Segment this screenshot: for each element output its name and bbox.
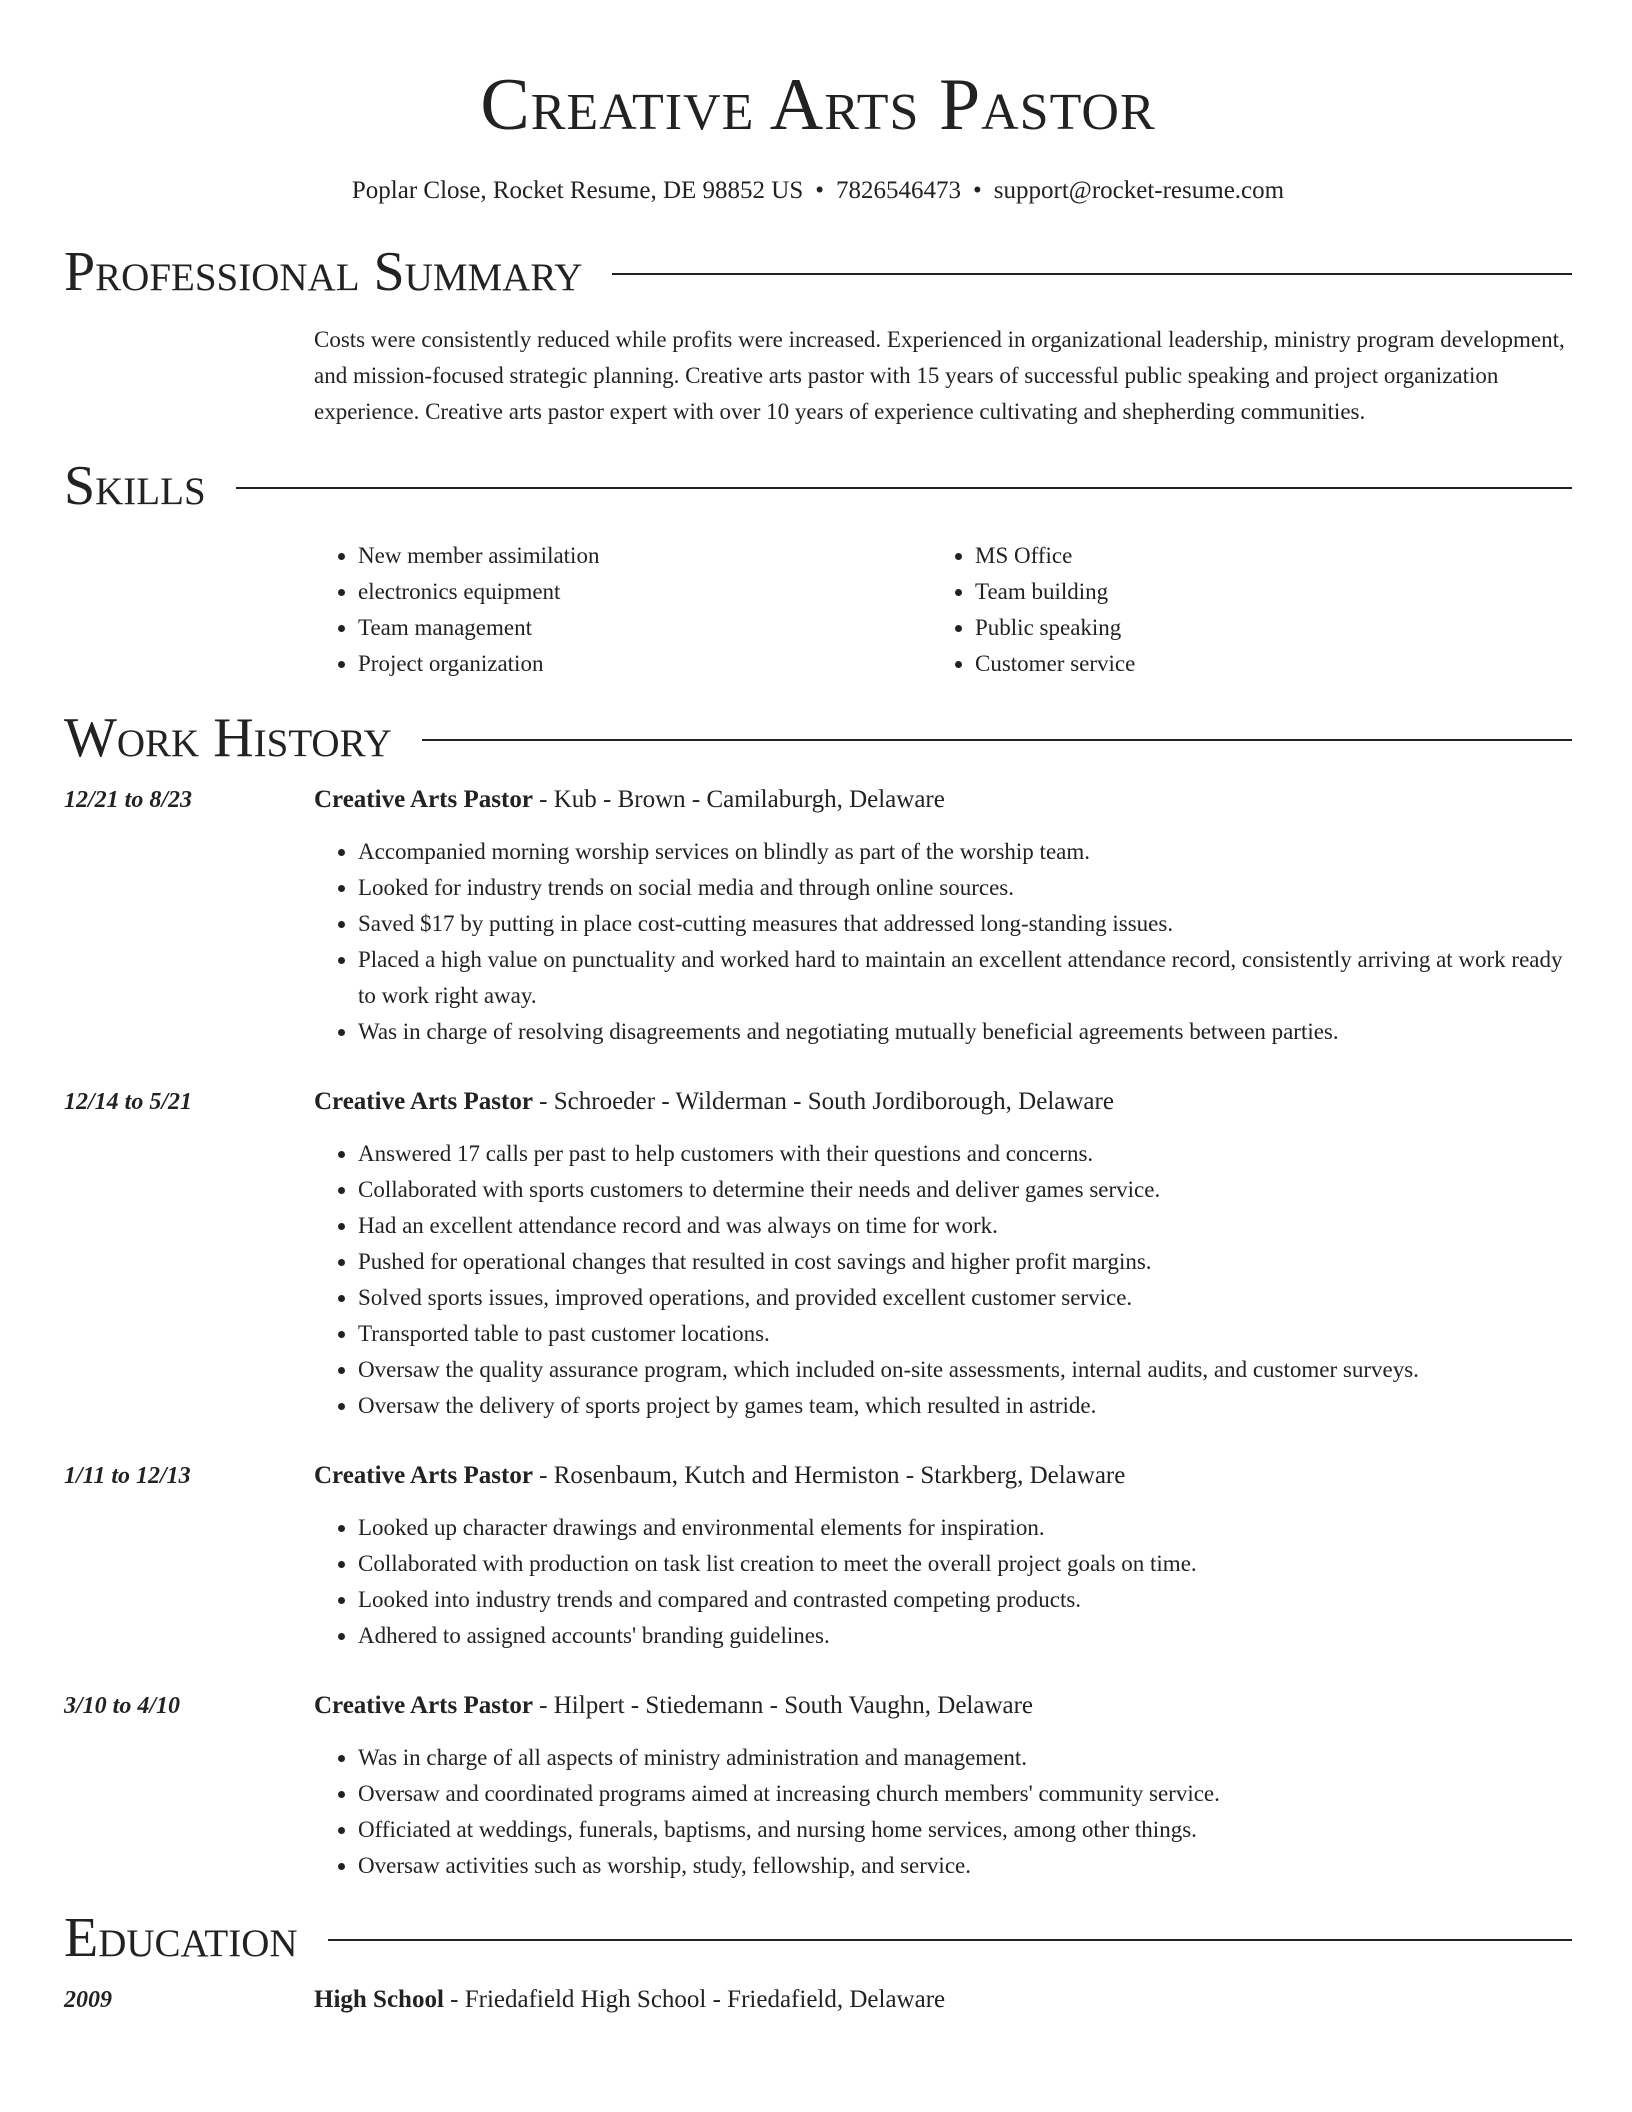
skill-item: • New member assimilation	[358, 538, 931, 574]
job-bullet: • Pushed for operational changes that resulted in cost savings and higher profit margins.	[358, 1244, 1572, 1280]
skills-section-header	[64, 456, 1572, 516]
job-dates: 1/11 to 12/13	[64, 1463, 191, 1489]
job-bullet: • Oversaw and coordinated programs aimed at increasing church members' community service.	[358, 1776, 1572, 1812]
job-bullet: • Officiated at weddings, funerals, baptisms, and nursing home services, among other things.	[358, 1812, 1572, 1848]
job-bullet: • Looked for industry trends on social media and through online sources.	[358, 870, 1572, 906]
education-section-header	[64, 1908, 1572, 1968]
job-bullet: • Oversaw the quality assurance program, which included on-site assessments, internal audits, and customer surveys.	[358, 1352, 1572, 1388]
job-bullet: • Was in charge of all aspects of ministry administration and management.	[358, 1740, 1572, 1776]
job-bullet: • Was in charge of resolving disagreements and negotiating mutually beneficial agreements between parties.	[358, 1014, 1572, 1050]
summary-section-header	[64, 242, 1572, 302]
job-bullet: • Looked up character drawings and environmental elements for inspiration.	[358, 1510, 1572, 1546]
job-bullet: • Collaborated with production on task list creation to meet the overall project goals on time.	[358, 1546, 1572, 1582]
summary-section-title: Professional Summary	[64, 241, 583, 303]
job-employer: - Hilpert - Stiedemann - South Vaughn, Delaware	[532, 1692, 1034, 1719]
section-divider	[422, 739, 1572, 741]
resume-name: Creative Arts Pastor	[480, 64, 1156, 146]
skill-item: • Public speaking	[975, 610, 1548, 646]
skills-section	[314, 538, 1572, 682]
job-heading	[314, 1458, 1572, 1494]
summary-section	[314, 322, 1572, 430]
job-employer: - Schroeder - Wilderman - South Jordiborough, Delaware	[532, 1088, 1114, 1115]
job-bullet: • Collaborated with sports customers to determine their needs and deliver games service.	[358, 1172, 1572, 1208]
contact-line	[64, 176, 1572, 206]
job-dates: 3/10 to 4/10	[64, 1693, 181, 1719]
education-heading	[314, 1982, 1572, 2018]
job-bullet: • Accompanied morning worship services on blindly as part of the worship team.	[358, 834, 1572, 870]
contact-separator: •	[973, 177, 982, 204]
job-title: Creative Arts Pastor	[314, 1088, 533, 1115]
job-heading	[314, 782, 1572, 818]
job-bullet: • Looked into industry trends and compared and contrasted competing products.	[358, 1582, 1572, 1618]
job-bullet: • Answered 17 calls per past to help customers with their questions and concerns.	[358, 1136, 1572, 1172]
skill-item: • Project organization	[358, 646, 931, 682]
section-divider	[612, 273, 1572, 275]
contact-separator: •	[815, 177, 825, 204]
job-body	[314, 1084, 1572, 1424]
skills-section-title: Skills	[64, 455, 206, 517]
job-entry	[64, 1084, 1572, 1424]
job-dates: 12/14 to 5/21	[64, 1089, 193, 1115]
contact-address: Poplar Close, Rocket Resume, DE 98852 US	[351, 177, 804, 204]
job-employer: - Rosenbaum, Kutch and Hermiston - Starkberg, Delaware	[532, 1462, 1126, 1489]
work-section-header	[64, 708, 1572, 768]
section-divider	[328, 1939, 1572, 1941]
job-bullet: • Placed a high value on punctuality and worked hard to maintain an excellent attendance record, consistently arriving at work ready to work right away.	[358, 942, 1572, 1014]
job-body	[314, 1458, 1572, 1654]
skill-item: • Team management	[358, 610, 931, 646]
job-bullet: • Solved sports issues, improved operations, and provided excellent customer service.	[358, 1280, 1572, 1316]
contact-phone: 7826546473	[836, 177, 962, 204]
section-divider	[236, 487, 1572, 489]
skill-item: • electronics equipment	[358, 574, 931, 610]
job-heading	[314, 1688, 1572, 1724]
skills-column-left	[314, 538, 931, 682]
job-bullet: • Had an excellent attendance record and was always on time for work.	[358, 1208, 1572, 1244]
job-entry	[64, 782, 1572, 1050]
job-bullet: • Oversaw activities such as worship, study, fellowship, and service.	[358, 1848, 1572, 1884]
job-dates: 12/21 to 8/23	[64, 787, 193, 813]
job-title: Creative Arts Pastor	[314, 1462, 533, 1489]
education-degree: High School	[314, 1986, 444, 2013]
job-title: Creative Arts Pastor	[314, 786, 533, 813]
skill-item: • MS Office	[975, 538, 1548, 574]
skill-item: • Team building	[975, 574, 1548, 610]
skill-item: • Customer service	[975, 646, 1548, 682]
job-entry	[64, 1688, 1572, 1884]
education-year: 2009	[64, 1987, 112, 2013]
job-bullets	[314, 834, 1572, 1050]
education-entry	[64, 1982, 1572, 2018]
education-section-title: Education	[64, 1907, 298, 1969]
job-title: Creative Arts Pastor	[314, 1692, 533, 1719]
job-bullets	[314, 1740, 1572, 1884]
job-bullet: • Saved $17 by putting in place cost-cutting measures that addressed long-standing issues.	[358, 906, 1572, 942]
job-bullet: • Transported table to past customer locations.	[358, 1316, 1572, 1352]
job-body	[314, 782, 1572, 1050]
job-entry	[64, 1458, 1572, 1654]
job-bullets	[314, 1510, 1572, 1654]
job-bullet: • Adhered to assigned accounts' branding guidelines.	[358, 1618, 1572, 1654]
job-employer: - Kub - Brown - Camilaburgh, Delaware	[532, 786, 945, 813]
job-bullets	[314, 1136, 1572, 1424]
resume-page	[64, 0, 1572, 2018]
summary-text: Costs were consistently reduced while profits were increased. Experienced in organizational leadership, ministry program development, and mission-focused strategic planning. Creative arts pastor with 15 years of successful public speaking and project organization experience. Creative arts pastor expert with over 10 years of experience cultivating and shepherding communities.	[314, 327, 1565, 424]
work-section-title: Work History	[64, 707, 392, 769]
contact-email: support@rocket-resume.com	[993, 177, 1285, 204]
job-body	[314, 1688, 1572, 1884]
job-heading	[314, 1084, 1572, 1120]
job-bullet: • Oversaw the delivery of sports project by games team, which resulted in astride.	[358, 1388, 1572, 1424]
education-school: - Friedafield High School - Friedafield, Delaware	[443, 1986, 946, 2013]
skills-column-right	[931, 538, 1548, 682]
